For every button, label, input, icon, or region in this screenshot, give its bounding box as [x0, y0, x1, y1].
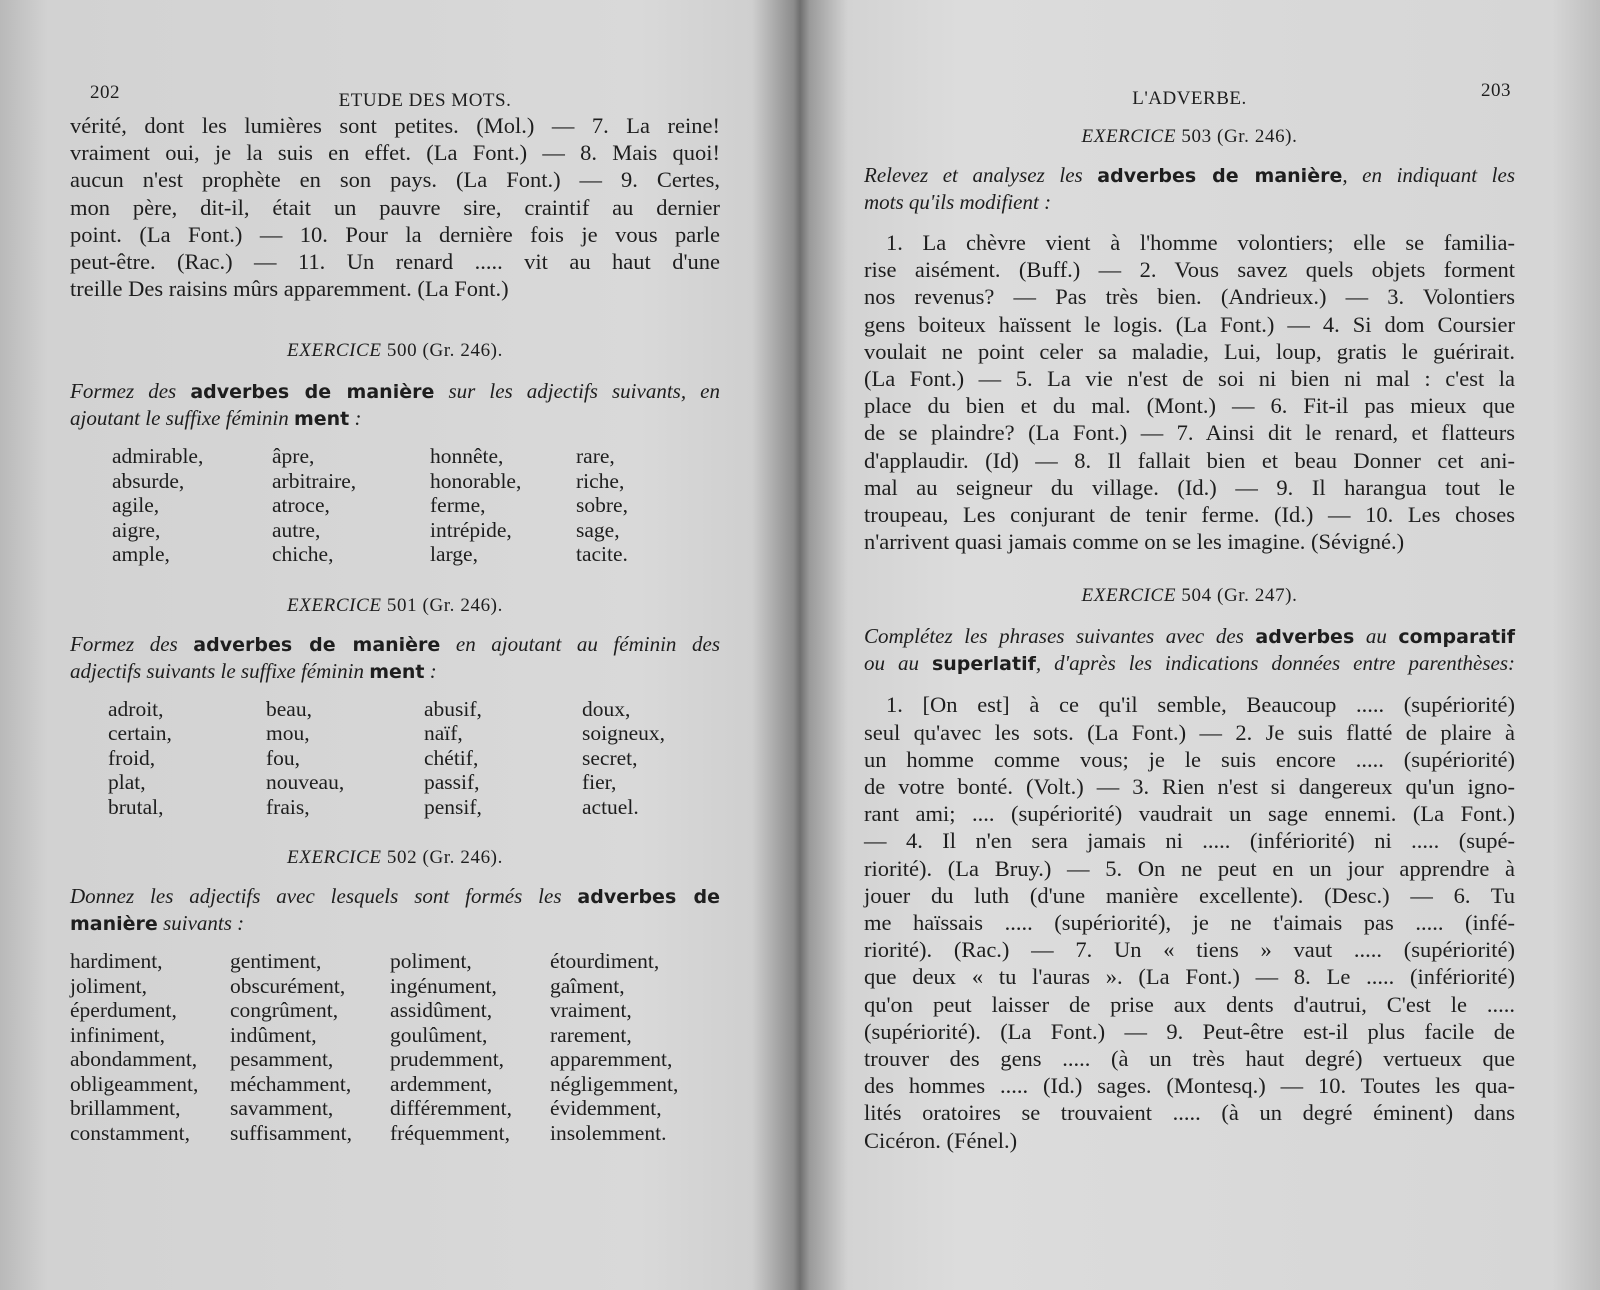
word-column: âpre, arbitraire, atroce, autre, chiche,: [272, 444, 357, 567]
exercise-501-title: EXERCICE 501 (Gr. 246).: [287, 594, 503, 616]
text-line: riorité). (Rac.) — 7. Un « tiens » vaut ..... (supériorité): [864, 937, 1515, 963]
text-line: — 4. Il n'en sera jamais ni ..... (infériorité) ni ..... (supé-: [864, 828, 1515, 854]
exercise-503-text: [864, 229, 1515, 555]
text-line: vérité, dont les lumières sont petites. (Mol.) — 7. La reine!: [70, 113, 720, 138]
text-line: Cicéron. (Fénel.): [864, 1127, 1018, 1153]
word-column: honnête, honorable, ferme, intrépide, large,: [430, 444, 522, 567]
text-line: peut-être. (Rac.) — 11. Un renard ..... vit au haut d'une: [70, 249, 720, 275]
exercise-501-word-list: [108, 697, 720, 820]
text-line: de votre bonté. (Volt.) — 3. Rien n'est si dangereux qu'un igno-: [864, 774, 1515, 800]
text-line: que deux « tu l'auras ». (La Font.) — 8. Le ..... (infériorité): [864, 964, 1515, 990]
word-column: hardiment, joliment, éperdument, infiniment, abondamment, obligeamment, brillamment, constamment,: [70, 949, 199, 1145]
exercise-502-title: EXERCICE 502 (Gr. 246).: [287, 847, 503, 869]
right-page: [808, 0, 1600, 1290]
text-line: seul qu'avec les sots. (La Font.) — 2. Je suis flatté de plaire à: [864, 719, 1515, 745]
text-line: rant ami; .... (supériorité) vaudrait un sage ennemi. (La Font.): [864, 801, 1515, 827]
text-line: trouver des gens ..... (à un très haut degré) vertueux que: [864, 1046, 1515, 1072]
text-line: n'arrivent quasi jamais comme on se les imagine. (Sévigné.): [864, 529, 1405, 555]
carryover-text: [70, 112, 720, 302]
right-running-head: [864, 76, 1515, 109]
exercise-500-title: EXERCICE 500 (Gr. 246).: [287, 340, 503, 362]
word-column: gentiment, obscurément, congrûment, indûment, pesamment, méchamment, savamment, suffisamment,: [230, 949, 353, 1145]
word-column: poliment, ingénument, assidûment, goulûment, prudemment, ardemment, différemment, fréquemment,: [390, 949, 512, 1145]
word-column: adroit, certain, froid, plat, brutal,: [108, 696, 172, 819]
exercise-502-instruction: Donnez les adjectifs avec lesquels sont formés les adverbes de manière suivants :: [70, 884, 720, 936]
text-line: troupeau, Les conjurant de tenir ferme. (Id.) — 10. Les choses: [864, 502, 1515, 528]
text-line: place du bien et du mal. (Mont.) — 6. Fit-il pas mieux que: [864, 393, 1515, 419]
text-line: (La Font.) — 5. La vie n'est de soi ni bien ni mal : c'est la: [864, 366, 1515, 392]
text-line: nos revenus? — Pas très bien. (Andrieux.) — 3. Volontiers: [864, 284, 1515, 310]
text-line: vraiment oui, je la suis en effet. (La Font.) — 8. Mais quoi!: [70, 140, 720, 166]
word-column: beau, mou, fou, nouveau, frais,: [266, 696, 345, 819]
left-running-head: [70, 78, 720, 111]
text-line: treille Des raisins mûrs apparemment. (La Font.): [70, 276, 509, 302]
text-line: 1. La chèvre vient à l'homme volontiers; elle se familia-: [886, 230, 1515, 255]
text-line: aucun n'est prophète en son pays. (La Font.) — 9. Certes,: [70, 167, 720, 193]
exercise-500-word-list: [112, 444, 720, 567]
text-line: gens boiteux haïssent le logis. (La Font.) — 4. Si dom Coursier: [864, 311, 1515, 337]
text-line: lités oratoires se trouvaient ..... (à un degré éminent) dans: [864, 1100, 1515, 1126]
word-column: étourdiment, gaîment, vraiment, rarement, apparemment, négligemment, évidemment, insolemment.: [550, 949, 679, 1145]
running-title: ETUDE DES MOTS.: [338, 90, 512, 111]
text-line: point. (La Font.) — 10. Pour la dernière fois je vous parle: [70, 221, 720, 247]
left-page: [0, 0, 790, 1290]
exercise-502-word-list: [70, 949, 720, 1145]
text-line: mal au seigneur du village. (Id.) — 9. Il harangua tout le: [864, 474, 1515, 500]
text-line: me haïssais ..... (supériorité), je ne t'aimais pas ..... (infé-: [864, 910, 1515, 936]
text-line: mon père, dit-il, était un pauvre sire, craintif au dernier: [70, 194, 720, 220]
word-column: rare, riche, sobre, sage, tacite.: [576, 444, 628, 567]
text-line: voulait ne point celer sa maladie, Lui, loup, gratis le guérirait.: [864, 338, 1515, 364]
text-line: riorité). (La Bruy.) — 5. On ne peut en un jour apprendre à: [864, 855, 1515, 881]
running-title: L'ADVERBE.: [1132, 88, 1247, 109]
exercise-504-title: EXERCICE 504 (Gr. 247).: [1081, 585, 1298, 607]
word-column: doux, soigneux, secret, fier, actuel.: [582, 696, 666, 819]
page-number: 202: [90, 82, 120, 103]
text-line: des hommes ..... (Id.) sages. (Montesq.) — 10. Toutes les qua-: [864, 1073, 1515, 1099]
text-line: d'applaudir. (Id) — 8. Il fallait bien et beau Donner cet ani-: [864, 447, 1515, 473]
exercise-504-instruction: Complétez les phrases suivantes avec des adverbes au comparatif ou au superlatif, d'après les indications données entre parenthèses:: [864, 624, 1516, 676]
page-number: 203: [1481, 80, 1511, 101]
text-line: jouer du luth (d'une manière excellente). (Desc.) — 6. Tu: [864, 882, 1515, 908]
text-line: un homme comme vous; je le suis encore ..... (supériorité): [864, 746, 1515, 772]
text-line: de se plaindre? (La Font.) — 7. Ainsi dit le renard, et flatteurs: [864, 420, 1515, 446]
exercise-503-title: EXERCICE 503 (Gr. 246).: [1081, 126, 1298, 147]
text-line: qu'on peut laisser de prise aux dents d'autrui, C'est le .....: [864, 991, 1515, 1017]
exercise-503-instruction: Relevez et analysez les adverbes de manière, en indiquant les mots qu'ils modifient :: [864, 163, 1516, 214]
text-line: 1. [On est] à ce qu'il semble, Beaucoup ..... (supériorité): [886, 692, 1515, 718]
word-column: abusif, naïf, chétif, passif, pensif,: [424, 696, 482, 819]
text-line: (supériorité). (La Font.) — 9. Peut-être est-il plus facile de: [864, 1018, 1515, 1044]
text-line: rise aisément. (Buff.) — 2. Vous savez quels objets forment: [864, 257, 1515, 283]
exercise-504-text: [864, 691, 1515, 1153]
exercise-501-instruction: Formez des adverbes de manière en ajoutant au féminin des adjectifs suivants le suffixe féminin ment :: [70, 631, 720, 683]
exercise-500-instruction: Formez des adverbes de manière sur les adjectifs suivants, en ajoutant le suffixe féminin ment :: [70, 379, 720, 431]
word-column: admirable, absurde, agile, aigre, ample,: [112, 444, 204, 567]
